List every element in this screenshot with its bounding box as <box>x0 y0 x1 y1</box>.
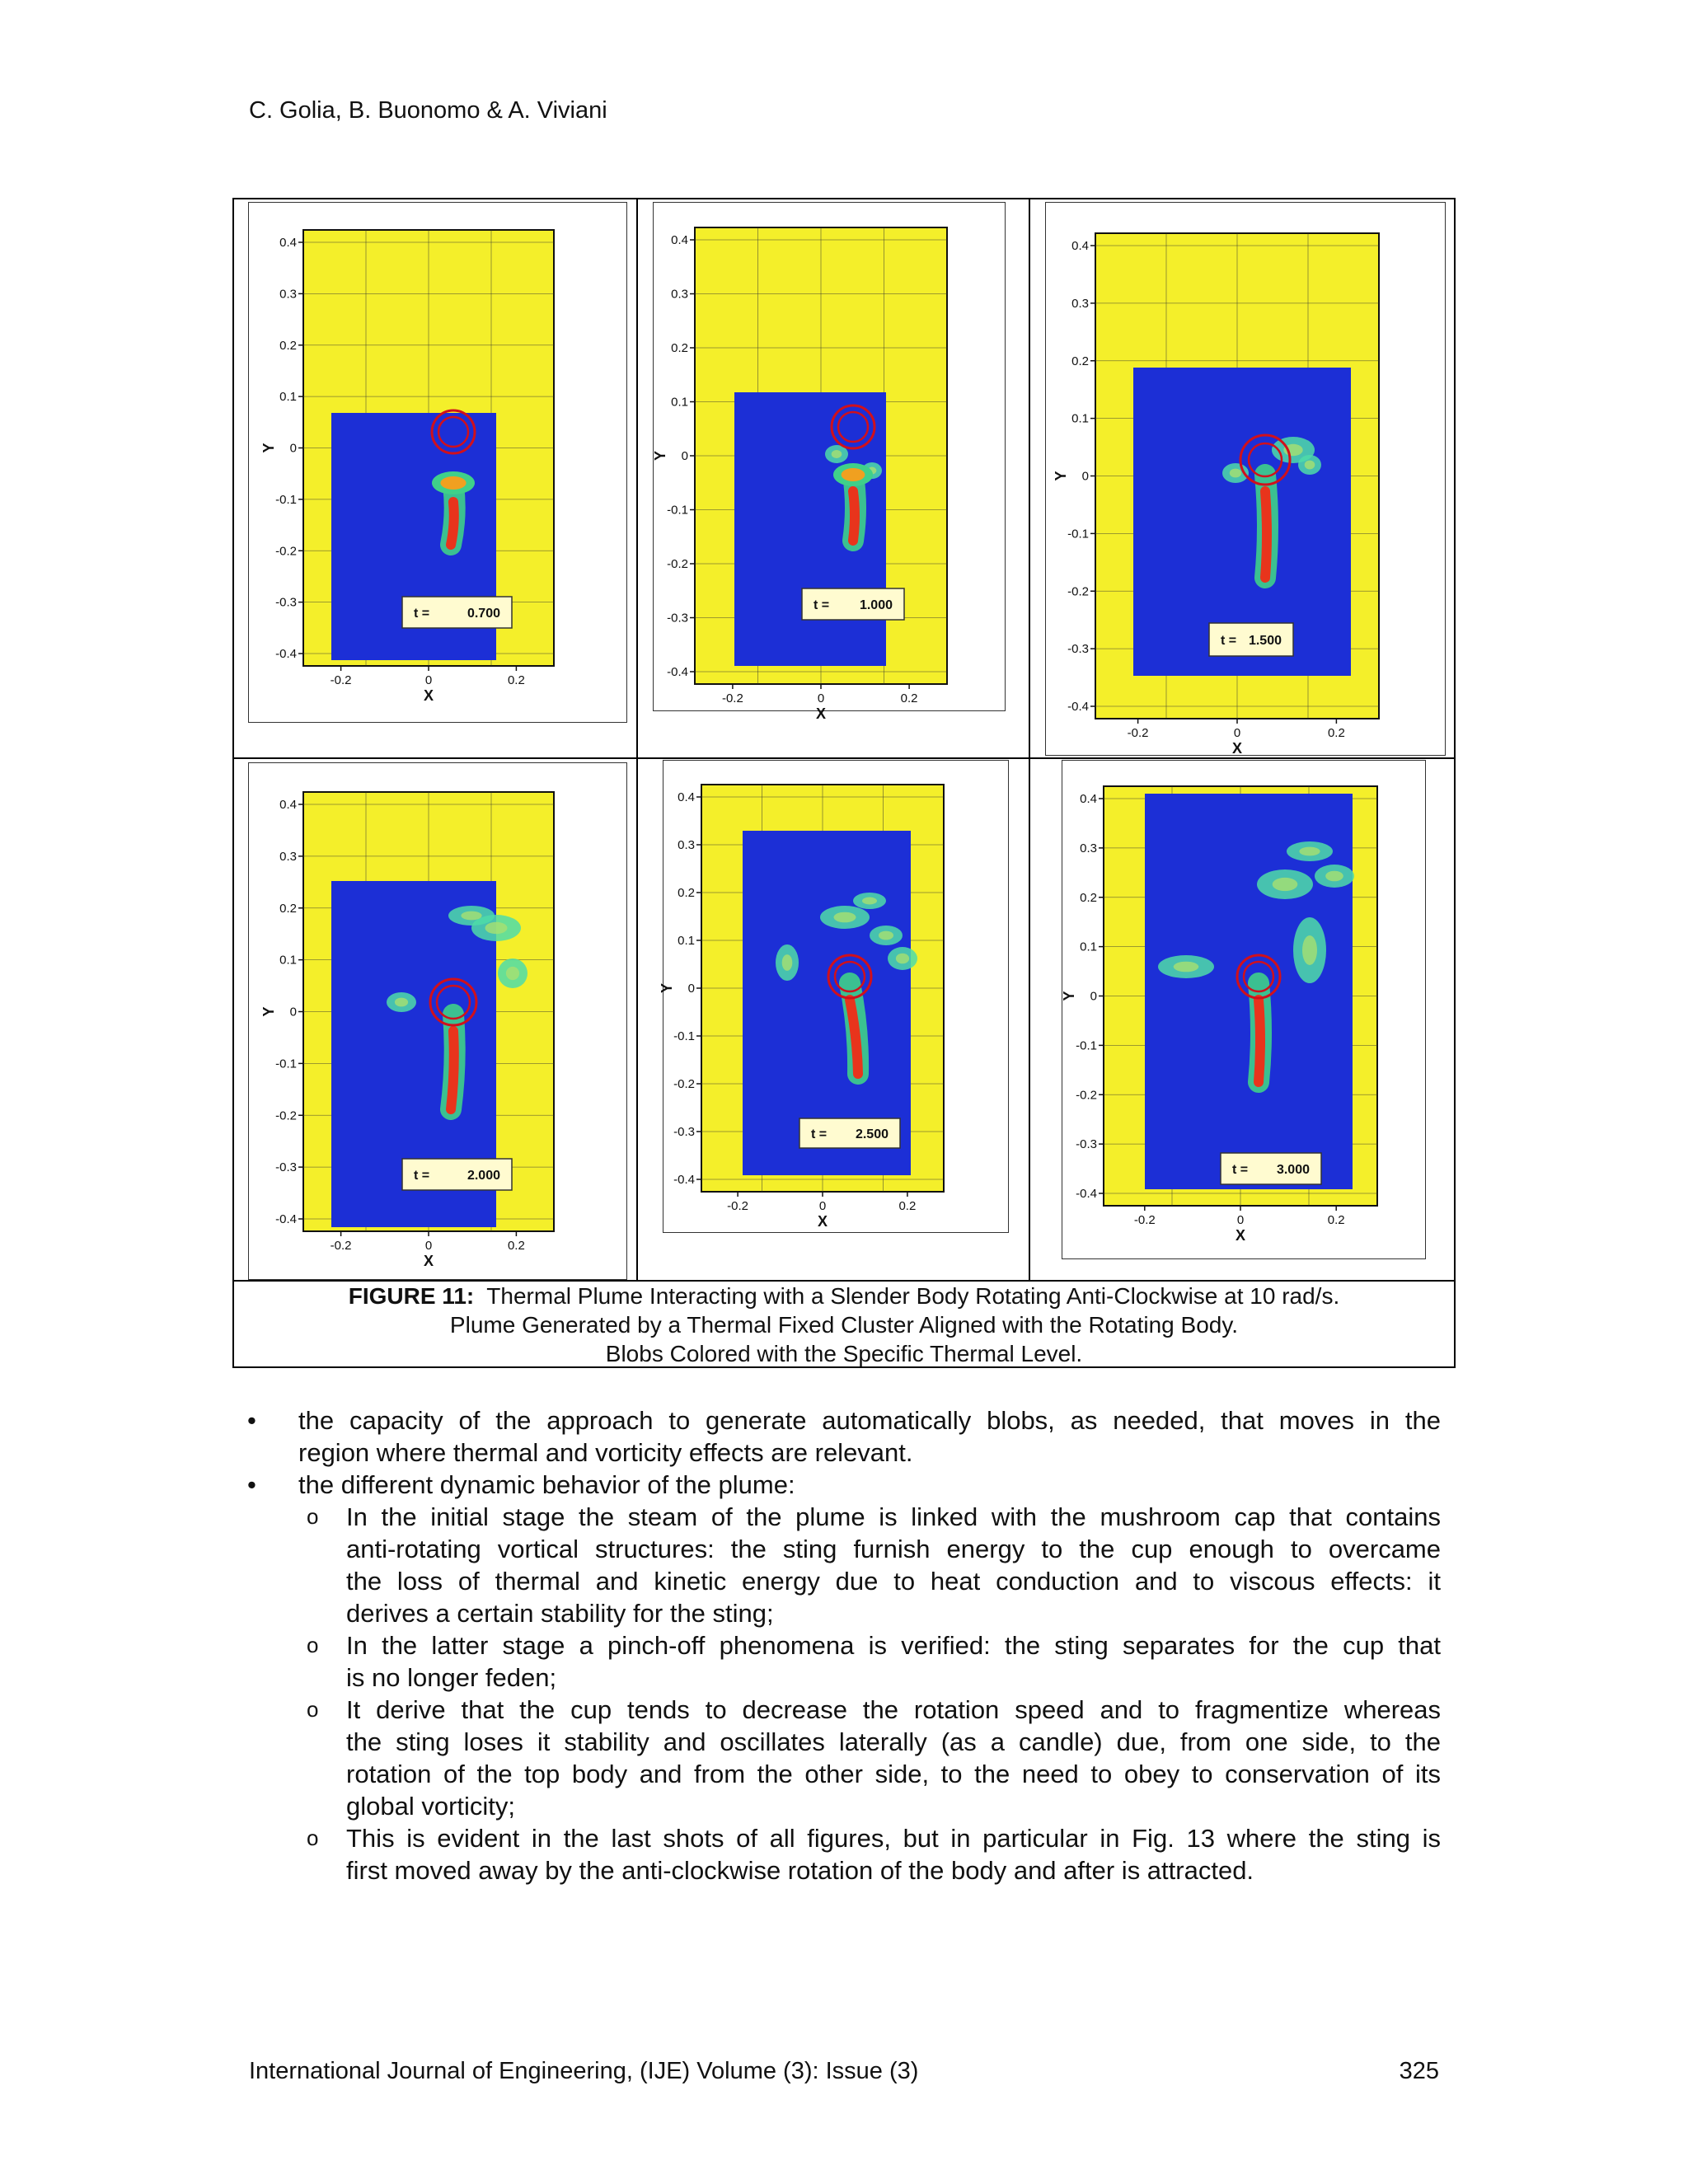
sub-bullet-line: global vorticity; <box>346 1792 516 1821</box>
simulation-plot <box>249 203 626 722</box>
x-tick-label: -0.2 <box>330 1239 352 1253</box>
thermal-blob-core <box>879 931 893 940</box>
y-tick-label: 0.4 <box>279 236 297 250</box>
caption-line-1: Thermal Plume Interacting with a Slender Body Rotating Anti-Clockwise at 10 rad/s. <box>486 1283 1340 1309</box>
sub-bullet-line: first moved away by the anti-clockwise rotation of the body and after is attracted. <box>346 1856 1254 1885</box>
y-tick-label: -0.1 <box>673 1029 695 1043</box>
x-tick-label: 0.2 <box>900 691 918 705</box>
sub-bullet-line: This is evident in the last shots of all figures, but in particular in Fig. 13 where the sting is <box>346 1824 1441 1853</box>
y-tick-label: 0 <box>289 1005 297 1019</box>
time-value: 1.500 <box>1248 634 1282 648</box>
y-tick-label: -0.1 <box>275 1057 297 1071</box>
thermal-blob-core <box>834 912 856 923</box>
bullet-symbol: • <box>247 1406 256 1435</box>
thermal-blob-core <box>832 450 842 458</box>
thermal-blob-core <box>395 998 408 1007</box>
y-tick-label: -0.3 <box>275 595 297 610</box>
y-axis-label: Y <box>260 443 277 453</box>
y-tick-label: -0.4 <box>275 647 297 661</box>
bullet-line: the different dynamic behavior of the plume: <box>298 1470 795 1499</box>
x-tick-label: -0.2 <box>1133 1213 1156 1227</box>
thermal-blob-core <box>485 922 508 934</box>
thermal-blob-core <box>1299 847 1320 856</box>
y-tick-label: -0.2 <box>1076 1088 1097 1103</box>
y-tick-label: -0.3 <box>673 1125 695 1139</box>
sub-bullet-item <box>247 1822 1441 1886</box>
x-tick-label: 0.2 <box>898 1199 917 1213</box>
y-tick-label: 0.1 <box>1071 411 1089 426</box>
y-tick-label: 0 <box>1090 989 1097 1004</box>
plot-panel-t0700 <box>248 202 627 723</box>
plot-panel-t3000 <box>1062 760 1426 1259</box>
y-tick-label: 0.1 <box>1080 940 1097 954</box>
y-axis-label: Y <box>1053 471 1069 481</box>
footer-page-number: 325 <box>1399 2058 1439 2084</box>
plume-cap-core <box>842 468 865 481</box>
y-tick-label: 0.2 <box>671 341 688 355</box>
y-tick-label: 0.4 <box>1080 792 1097 806</box>
y-tick-label: -0.2 <box>275 544 297 559</box>
thermal-blob-core <box>1305 461 1315 470</box>
time-label: t = <box>414 1169 430 1183</box>
simulation-plot <box>659 761 1008 1232</box>
y-tick-label: 0.2 <box>279 338 297 353</box>
bullet-symbol: • <box>247 1470 256 1499</box>
y-tick-label: -0.3 <box>667 611 688 626</box>
time-value: 3.000 <box>1276 1163 1310 1177</box>
sub-bullet-line: rotation of the top body and from the other side, to the need to obey to conservation of its <box>346 1760 1441 1788</box>
simulation-plot <box>652 203 1005 722</box>
y-tick-label: 0.3 <box>279 849 297 864</box>
thermal-blob-core <box>862 898 877 905</box>
x-tick-label: 0.2 <box>507 673 525 687</box>
y-tick-label: -0.1 <box>1067 527 1089 541</box>
x-tick-label: 0 <box>424 1239 433 1253</box>
running-head: C. Golia, B. Buonomo & A. Viviani <box>249 97 607 124</box>
y-tick-label: 0 <box>681 449 688 463</box>
caption-label: FIGURE 11: <box>348 1283 475 1309</box>
bullet-item <box>247 1404 1441 1469</box>
y-tick-label: 0.3 <box>1071 296 1089 311</box>
plume-stem <box>1265 491 1267 578</box>
x-axis-label: X <box>1231 740 1243 757</box>
x-tick-label: 0 <box>817 691 825 705</box>
time-label: t = <box>1221 634 1237 648</box>
y-axis-label: Y <box>652 450 668 462</box>
figure-caption <box>234 1282 1454 1368</box>
sub-bullet-line: the sting loses it stability and oscillates laterally (as a candle) due, from one side, to the <box>346 1727 1441 1756</box>
y-tick-label: 0.1 <box>671 395 688 410</box>
x-axis-label: X <box>817 1213 828 1230</box>
time-value: 2.000 <box>467 1169 500 1183</box>
y-tick-label: 0.3 <box>671 287 688 302</box>
y-tick-label: -0.1 <box>1076 1038 1097 1053</box>
sub-bullet-line: the loss of thermal and kinetic energy due to heat conduction and to viscous effects: it <box>346 1567 1441 1596</box>
thermal-blob-core <box>1273 878 1298 891</box>
x-axis-label: X <box>815 705 827 722</box>
x-tick-label: -0.2 <box>721 691 743 705</box>
x-tick-label: 0 <box>1236 1213 1245 1227</box>
time-value: 2.500 <box>855 1127 889 1141</box>
y-tick-label: 0.2 <box>1080 890 1097 905</box>
body-text <box>247 1404 1441 1886</box>
y-tick-label: 0.2 <box>279 901 297 916</box>
y-axis-label: Y <box>659 982 675 994</box>
y-tick-label: -0.1 <box>275 492 297 507</box>
plot-panel-t2000 <box>248 762 627 1280</box>
figure-divider <box>636 199 638 1281</box>
time-label: t = <box>814 598 830 612</box>
thermal-blob-core <box>1230 469 1241 478</box>
footer-journal: International Journal of Engineering, (IJE) Volume (3): Issue (3) <box>249 2058 919 2084</box>
bullet-line: region where thermal and vorticity effects are relevant. <box>298 1438 913 1467</box>
x-tick-label: 0 <box>424 673 433 687</box>
y-tick-label: 0.4 <box>279 798 297 812</box>
x-tick-label: 0 <box>818 1199 827 1213</box>
y-tick-label: -0.4 <box>1076 1187 1097 1201</box>
x-axis-label: X <box>1235 1227 1246 1244</box>
plume-stem <box>853 491 855 541</box>
y-tick-label: 0.1 <box>678 934 695 948</box>
sub-bullet-symbol: o <box>307 1504 319 1529</box>
y-tick-label: 0.4 <box>678 790 695 804</box>
x-axis-label: X <box>423 687 434 704</box>
time-value: 1.000 <box>859 598 893 612</box>
plot-panel-t1000 <box>652 202 1006 722</box>
y-tick-label: -0.4 <box>673 1173 695 1187</box>
bullet-item <box>247 1469 1441 1501</box>
sub-bullet-line: is no longer feden; <box>346 1663 557 1692</box>
y-tick-label: 0.3 <box>1080 841 1097 855</box>
y-tick-label: 0.3 <box>279 287 297 302</box>
y-tick-label: -0.2 <box>673 1077 695 1091</box>
sub-bullet-item <box>247 1694 1441 1822</box>
y-tick-label: 0 <box>1081 469 1089 484</box>
x-tick-label: -0.2 <box>1127 726 1149 740</box>
y-tick-label: -0.2 <box>275 1108 297 1123</box>
y-tick-label: 0 <box>289 441 297 456</box>
simulation-plot <box>1046 203 1445 755</box>
sub-bullet-item <box>247 1629 1441 1694</box>
plot-panel-t2500 <box>659 760 1009 1233</box>
plume-stem <box>451 1031 454 1109</box>
sub-bullet-line: In the initial stage the steam of the plume is linked with the mushroom cap that contains <box>346 1502 1441 1531</box>
x-tick-label: 0 <box>1233 726 1241 740</box>
caption-line-2: Plume Generated by a Thermal Fixed Cluster Aligned with the Rotating Body. <box>449 1312 1239 1338</box>
plume-stem <box>1259 1000 1260 1082</box>
y-tick-label: -0.1 <box>667 503 688 518</box>
sub-bullet-line: anti-rotating vortical structures: the sting furnish energy to the cup enough to overcame <box>346 1535 1441 1563</box>
time-label: t = <box>811 1127 828 1141</box>
sub-bullet-symbol: o <box>307 1633 319 1657</box>
y-tick-label: -0.4 <box>275 1212 297 1226</box>
y-axis-label: Y <box>1061 991 1077 1001</box>
figure-11 <box>232 198 1456 1368</box>
y-tick-label: 0.3 <box>678 838 695 852</box>
x-tick-label: 0.2 <box>1327 726 1345 740</box>
thermal-blob-core <box>506 967 519 980</box>
sub-bullet-symbol: o <box>307 1697 319 1722</box>
y-tick-label: -0.2 <box>1067 584 1089 599</box>
plume-stem <box>451 502 454 545</box>
x-tick-label: -0.2 <box>727 1199 749 1213</box>
time-value: 0.700 <box>467 607 500 621</box>
simulation-plot <box>249 763 626 1279</box>
y-axis-label: Y <box>260 1006 277 1017</box>
thermal-blob-core <box>1174 962 1199 972</box>
x-tick-label: -0.2 <box>330 673 352 687</box>
y-tick-label: -0.3 <box>1076 1137 1097 1152</box>
sub-bullet-line: In the latter stage a pinch-off phenomena is verified: the sting separates for the cup that <box>346 1631 1441 1660</box>
x-axis-label: X <box>423 1253 434 1269</box>
thermal-blob-core <box>896 954 909 964</box>
sub-bullet-line: It derive that the cup tends to decrease the rotation speed and to fragmentize whereas <box>346 1695 1441 1724</box>
y-tick-label: -0.2 <box>667 557 688 571</box>
y-tick-label: -0.3 <box>275 1160 297 1175</box>
figure-divider <box>234 757 1454 759</box>
y-tick-label: -0.4 <box>1067 700 1089 714</box>
bullet-line: the capacity of the approach to generate automatically blobs, as needed, that moves in the <box>298 1406 1441 1435</box>
caption-line-3: Blobs Colored with the Specific Thermal Level. <box>605 1341 1083 1366</box>
y-tick-label: -0.3 <box>1067 642 1089 657</box>
figure-divider <box>1029 199 1030 1281</box>
y-tick-label: -0.4 <box>667 665 688 679</box>
time-label: t = <box>1232 1163 1249 1177</box>
sub-bullet-symbol: o <box>307 1825 319 1850</box>
sub-bullet-line: derives a certain stability for the sting; <box>346 1599 774 1628</box>
thermal-blob-core <box>1302 935 1317 965</box>
thermal-blob-core <box>461 912 481 921</box>
thermal-blob-core <box>782 954 793 971</box>
y-tick-label: 0.2 <box>1071 354 1089 368</box>
plume-cap-core <box>440 476 466 490</box>
y-tick-label: 0.1 <box>279 390 297 405</box>
x-tick-label: 0.2 <box>507 1239 525 1253</box>
y-tick-label: 0.1 <box>279 953 297 968</box>
plot-panel-t1500 <box>1045 202 1446 756</box>
sub-bullet-item <box>247 1501 1441 1629</box>
thermal-blob-core <box>1325 871 1343 882</box>
simulation-plot <box>1062 761 1425 1258</box>
y-tick-label: 0.4 <box>671 233 688 247</box>
y-tick-label: 0.2 <box>678 886 695 900</box>
x-tick-label: 0.2 <box>1327 1213 1345 1227</box>
y-tick-label: 0.4 <box>1071 239 1089 253</box>
time-label: t = <box>414 607 430 621</box>
y-tick-label: 0 <box>687 982 695 996</box>
